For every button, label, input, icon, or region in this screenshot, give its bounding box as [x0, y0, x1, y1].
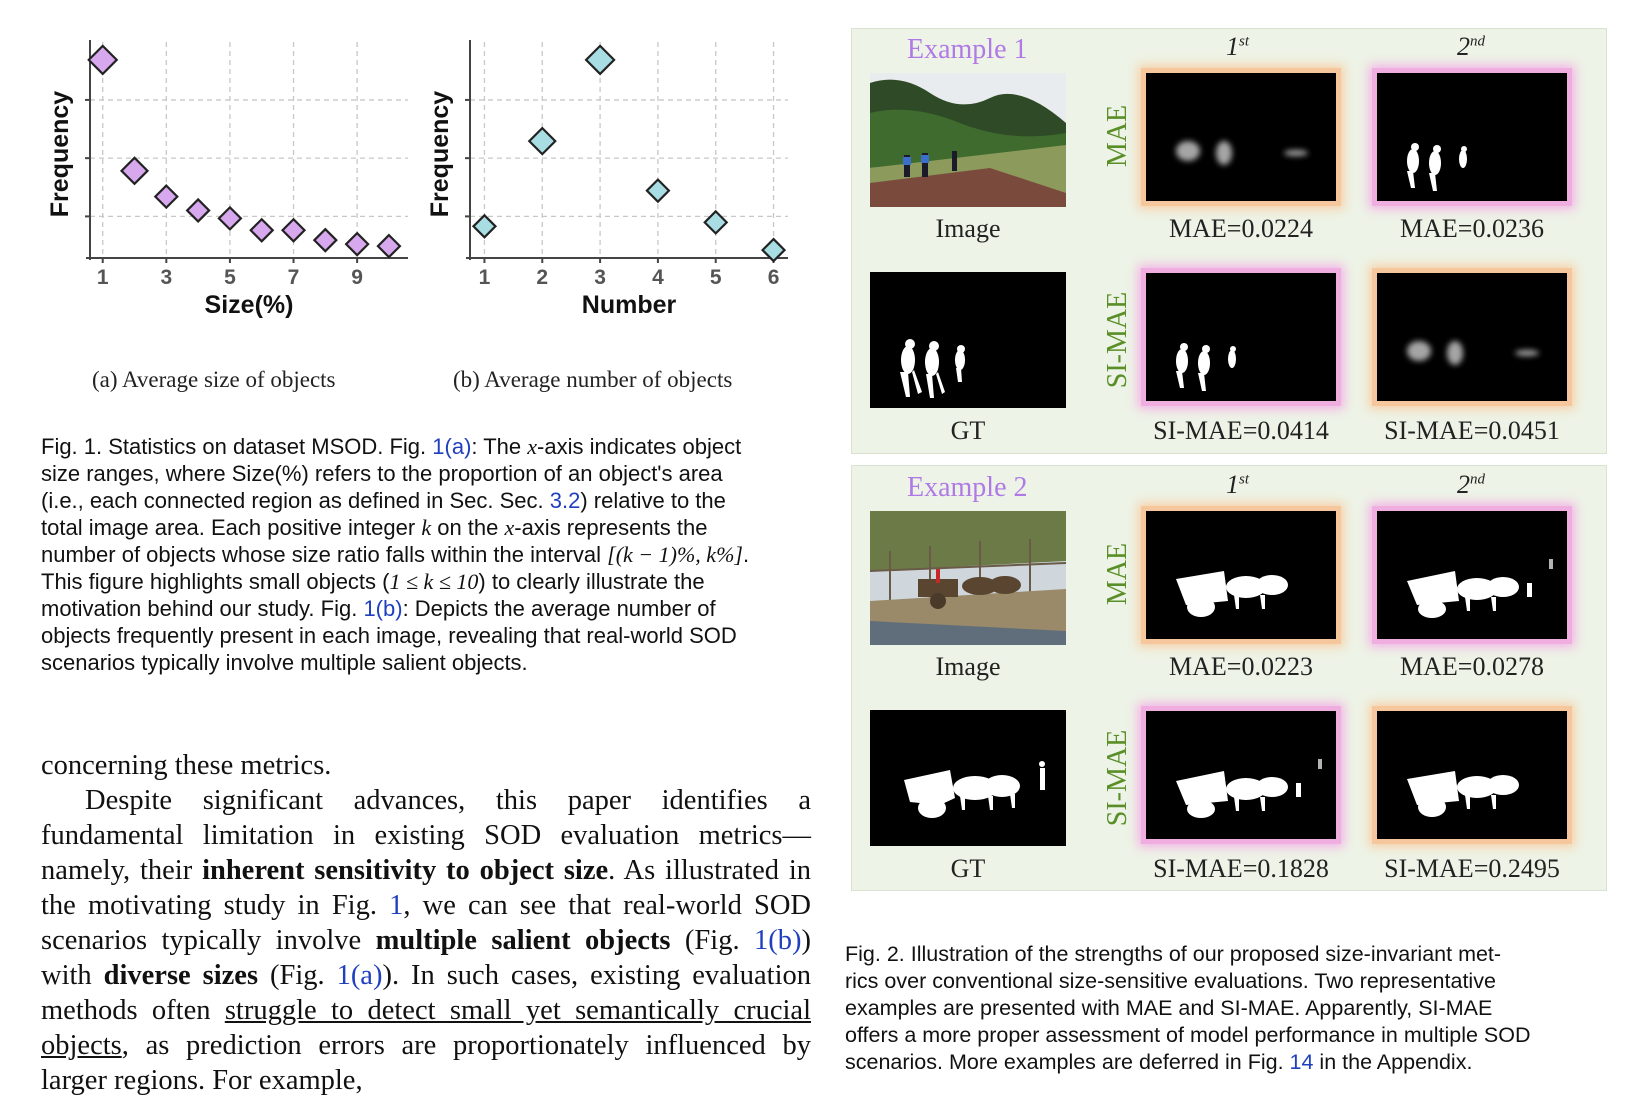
mae-score-1st: MAE=0.0224 — [1169, 214, 1313, 243]
cart-prediction-alt — [1377, 511, 1567, 639]
fig1-caption — [41, 433, 811, 676]
fig1-caption-line: (i.e., each connected region as defined in Sec. Sec. 3.2) relative to the — [41, 488, 726, 513]
data-point — [283, 219, 305, 241]
image-label: Image — [935, 652, 1001, 681]
chart-size — [40, 30, 420, 330]
mae-score-2nd: MAE=0.0278 — [1400, 652, 1544, 681]
prediction-simae-2nd — [1372, 706, 1572, 844]
mae-row-label: MAE — [1102, 104, 1133, 168]
data-point — [187, 199, 209, 221]
body-paragraph: Despite significant advances, this paper identifies a fundamental limitation in existing SOD evaluation metrics—namely, their inherent sensitivity to object size. As illustrated in the motivating study in Fig. 1, we can see that real-world SOD scenarios typically involve multiple salient objects (Fig. 1(b)) with diverse sizes (Fig. 1(a)). In such cases, existing evaluation methods often struggle to detect small yet semantically crucial objects, as prediction errors are proportionately influenced by larger regions. For example, — [41, 785, 812, 1096]
fig2-caption-line: examples are presented with MAE and SI-MAE. Apparently, SI-MAE — [845, 996, 1493, 1020]
x-tick-label: 1 — [478, 266, 491, 289]
fig1-caption-line: size ranges, where Size(%) refers to the proportion of an object's area — [41, 461, 723, 486]
simae-score-2nd: SI-MAE=0.2495 — [1384, 854, 1560, 883]
x-axis-label: Size(%) — [204, 291, 294, 319]
x-tick-label: 1 — [96, 266, 109, 289]
image-label: Image — [935, 214, 1001, 243]
x-tick-label: 6 — [767, 266, 780, 289]
cart-prediction-alt — [1146, 711, 1336, 839]
rank-2-suffix: nd — [1470, 33, 1485, 50]
rank-2-number: 2 — [1457, 32, 1470, 61]
data-point — [529, 128, 555, 154]
chart-number — [420, 30, 800, 330]
fig2-caption-line: Fig. 2. Illustration of the strengths of our proposed size-invariant met- — [845, 942, 1502, 966]
fig1-caption-line: Fig. 1. Statistics on dataset MSOD. Fig. 1(a): The x-axis indicates object — [41, 434, 742, 459]
example-title: Example 1 — [907, 34, 1028, 65]
y-axis-label: Frequency — [46, 90, 74, 218]
fig2-caption-line: offers a more proper assessment of model performance in multiple SOD — [845, 1023, 1531, 1047]
prediction-mae-1st — [1141, 68, 1341, 206]
prediction-mae-2nd — [1372, 506, 1572, 644]
rank-1-header — [1226, 470, 1249, 500]
gt-label: GT — [950, 416, 986, 445]
mae-row-label: MAE — [1102, 542, 1133, 606]
rank-1-suffix: st — [1239, 33, 1250, 50]
data-point — [155, 186, 177, 208]
data-point — [122, 158, 148, 184]
data-point — [251, 219, 273, 241]
rank-2-header — [1457, 470, 1485, 500]
prediction-mae-2nd — [1372, 68, 1572, 206]
mae-score-1st: MAE=0.0223 — [1169, 652, 1313, 681]
rank-1-number: 1 — [1226, 470, 1239, 499]
data-point — [586, 46, 614, 74]
body-line: concerning these metrics. — [41, 750, 332, 781]
x-tick-label: 3 — [160, 266, 173, 289]
cart-prediction — [1146, 511, 1336, 639]
data-point — [314, 229, 336, 251]
subcaption-b: (b) Average number of objects — [453, 367, 733, 392]
x-tick-label: 4 — [652, 266, 664, 289]
simae-row-label: SI-MAE — [1102, 291, 1133, 389]
fig1-caption-line: This figure highlights small objects (1 ≤ k ≤ 10) to clearly illustrate the — [41, 569, 705, 594]
data-point — [705, 211, 727, 233]
blurry-prediction — [1146, 73, 1336, 201]
input-image — [870, 73, 1066, 207]
x-tick-label: 5 — [709, 266, 722, 289]
data-point — [647, 180, 669, 202]
gt-mask — [870, 272, 1066, 408]
input-image — [870, 511, 1066, 645]
x-tick-label: 3 — [594, 266, 606, 289]
x-tick-label: 7 — [287, 266, 300, 289]
cart-prediction — [1377, 711, 1567, 839]
x-axis-label: Number — [581, 291, 677, 319]
rank-2-number: 2 — [1457, 470, 1470, 499]
runners-photo — [870, 73, 1066, 207]
prediction-simae-1st — [1141, 268, 1341, 406]
y-axis-label: Frequency — [426, 90, 454, 218]
body-text — [41, 748, 811, 1098]
blurry-prediction — [1377, 273, 1567, 401]
simae-score-2nd: SI-MAE=0.0451 — [1384, 416, 1560, 445]
sharp-prediction — [1377, 73, 1567, 201]
fig1-caption-line: objects frequently present in each image, revealing that real-world SOD — [41, 623, 737, 648]
prediction-mae-1st — [1141, 506, 1341, 644]
rank-1-suffix: st — [1239, 471, 1250, 488]
fig2-caption-line: rics over conventional size-sensitive evaluations. Two representative — [845, 969, 1496, 993]
fig1-caption-line: total image area. Each positive integer k on the x-axis represents the — [41, 515, 708, 540]
gt-runners — [870, 272, 1066, 408]
oxcart-photo — [870, 511, 1066, 645]
fig2-caption-line: scenarios. More examples are deferred in Fig. 14 in the Appendix. — [845, 1050, 1473, 1074]
gt-label: GT — [950, 854, 986, 883]
x-tick-label: 5 — [224, 266, 236, 289]
prediction-simae-1st — [1141, 706, 1341, 844]
rank-2-header — [1457, 32, 1485, 62]
fig2-caption — [845, 941, 1635, 1076]
mae-score-2nd: MAE=0.0236 — [1400, 214, 1544, 243]
subcaption-a: (a) Average size of objects — [92, 367, 336, 392]
fig1-caption-line: motivation behind our study. Fig. 1(b): Depicts the average number of — [41, 596, 716, 621]
simae-row-label: SI-MAE — [1102, 729, 1133, 827]
rank-2-suffix: nd — [1470, 471, 1485, 488]
rank-1-number: 1 — [1226, 32, 1239, 61]
data-point — [378, 235, 400, 257]
simae-score-1st: SI-MAE=0.1828 — [1153, 854, 1329, 883]
fig1-caption-line: scenarios typically involve multiple salient objects. — [41, 650, 528, 675]
x-tick-label: 2 — [536, 266, 549, 289]
fig1-caption-line: number of objects whose size ratio falls within the interval [(k − 1)%, k%]. — [41, 542, 750, 567]
example-title: Example 2 — [907, 472, 1028, 503]
data-point — [346, 233, 368, 255]
data-point — [89, 46, 117, 74]
rank-1-header — [1226, 32, 1249, 62]
data-point — [219, 207, 241, 229]
sharp-prediction — [1146, 273, 1336, 401]
simae-score-1st: SI-MAE=0.0414 — [1153, 416, 1329, 445]
x-tick-label: 9 — [351, 266, 363, 289]
prediction-simae-2nd — [1372, 268, 1572, 406]
data-point — [473, 215, 495, 237]
gt-oxcart — [870, 710, 1066, 846]
gt-mask — [870, 710, 1066, 846]
